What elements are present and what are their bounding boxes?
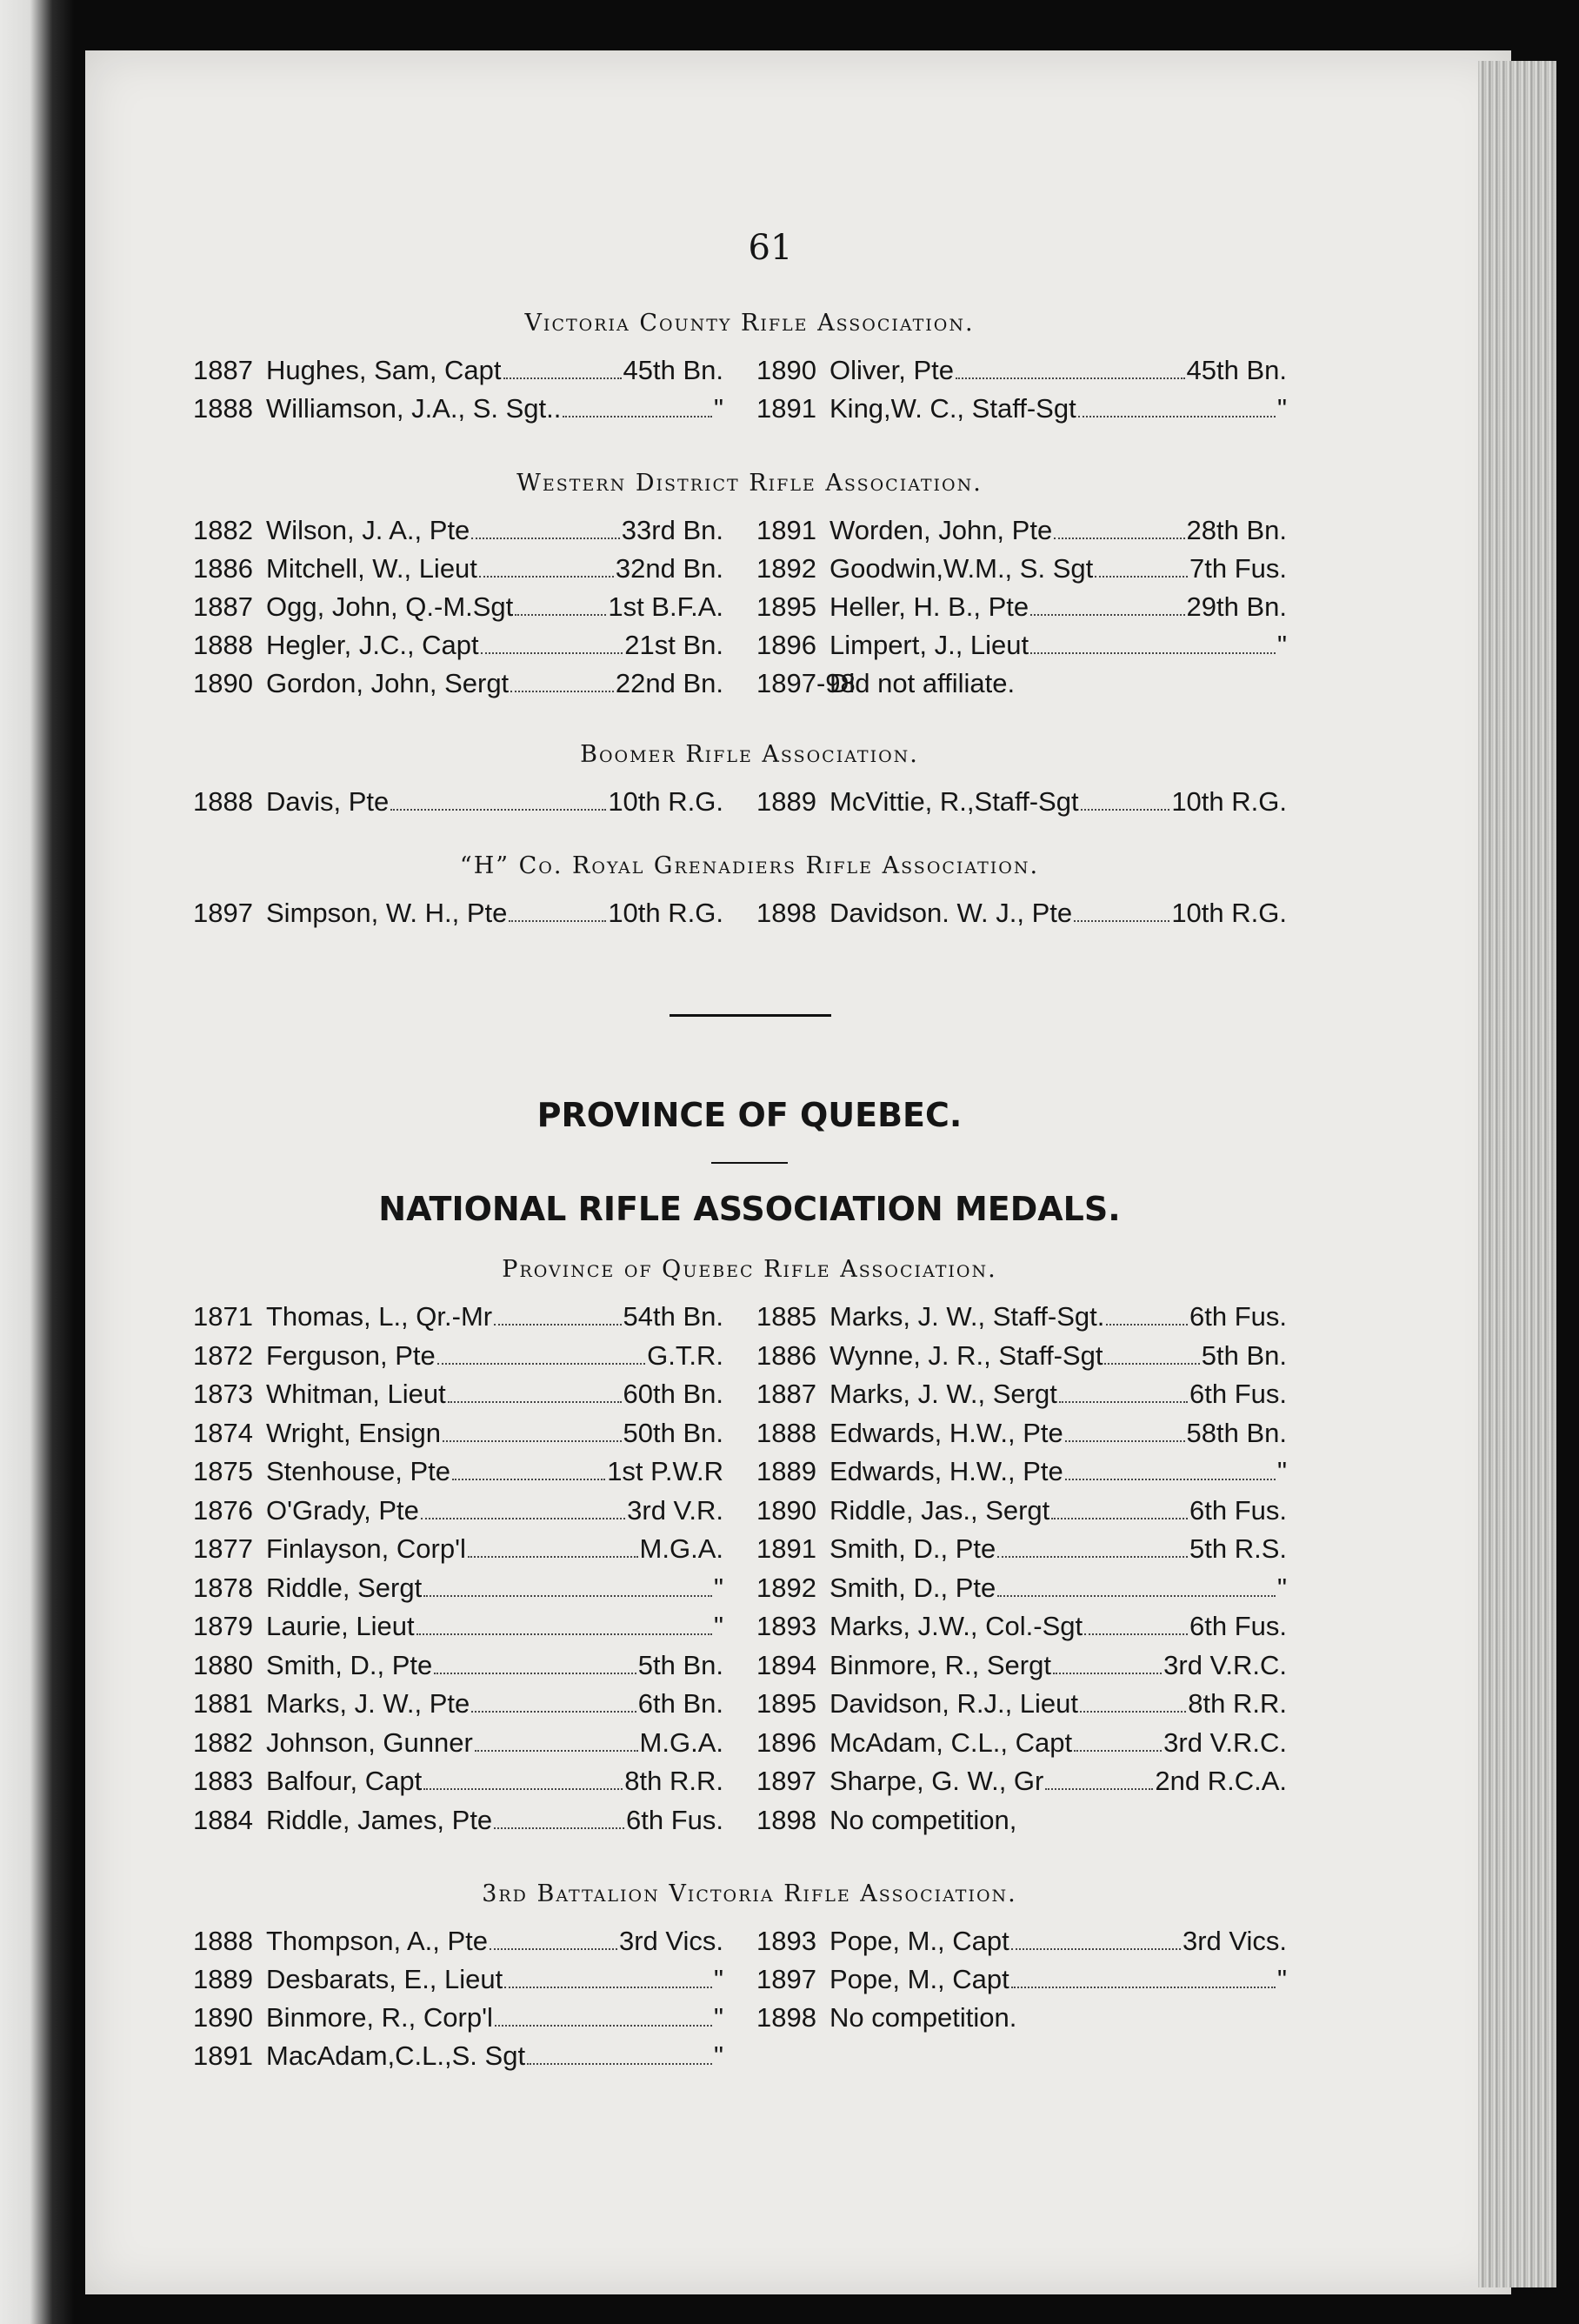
entry-right	[756, 1533, 1287, 1565]
table-row	[193, 1688, 1306, 1726]
entry-left	[193, 1926, 723, 1957]
leader-dots	[1106, 1324, 1188, 1326]
entry-unit: 33rd Bn.	[621, 515, 723, 545]
leader-dots	[479, 576, 614, 578]
entry-name: McAdam, C.L., Capt	[829, 1726, 1073, 1758]
entry-unit: 3rd Vics.	[618, 1926, 723, 1956]
entry-year: 1898	[756, 898, 816, 928]
entry-year: 1882	[193, 1726, 253, 1758]
entry-year: 1888	[193, 1926, 253, 1956]
entry-left	[193, 630, 723, 661]
entry-unit: 2nd R.C.A.	[1155, 1766, 1287, 1796]
leader-dots	[527, 2063, 712, 2065]
entry-right	[756, 668, 1287, 699]
leader-dots	[448, 1401, 622, 1403]
entry-left	[193, 1533, 723, 1565]
table-row	[193, 1301, 1306, 1339]
entry-year: 1879	[193, 1611, 253, 1641]
entry-year: 1889	[756, 1456, 816, 1486]
entry-name: Desbarats, E., Lieut	[266, 1964, 503, 1994]
entry-left	[193, 786, 723, 818]
entry-unit: 6th Bn.	[637, 1688, 723, 1719]
entry-unit: 3rd V.R.C.	[1163, 1726, 1287, 1758]
entry-year: 1897	[193, 898, 253, 928]
entry-left	[193, 393, 723, 424]
leader-dots	[423, 1788, 623, 1790]
entry-unit: 5th Bn.	[1201, 1339, 1287, 1371]
entry-unit: 50th Bn.	[623, 1417, 723, 1448]
table-row	[193, 786, 1306, 825]
entry-unit: 6th Fus.	[626, 1804, 723, 1835]
entry-name: Heller, H. B., Pte	[829, 591, 1029, 622]
section-heading: “H” Co. Royal Grenadiers Rifle Association.	[459, 852, 1040, 879]
leader-dots	[504, 1987, 712, 1988]
leader-dots	[1074, 920, 1169, 922]
section-heading: Victoria County Rifle Association.	[524, 310, 975, 337]
entry-year: 1882	[193, 515, 253, 545]
entry-name: Binmore, R., Sergt	[829, 1649, 1051, 1680]
entry-name: Wilson, J. A., Pte	[266, 515, 470, 545]
entry-unit: "	[713, 1572, 723, 1603]
leader-dots	[471, 538, 619, 539]
entry-year: 1895	[756, 591, 816, 622]
entry-name: Smith, D., Pte	[829, 1533, 996, 1564]
table-row	[193, 630, 1306, 668]
entry-right	[756, 1650, 1287, 1681]
entry-unit: 21st Bn.	[624, 630, 723, 660]
entry-unit: 6th Fus.	[1189, 1379, 1287, 1409]
leader-dots	[1059, 1401, 1188, 1403]
entry-right	[756, 1805, 1287, 1836]
entry-name: MacAdam,C.L.,S. Sgt	[266, 2040, 526, 2071]
leader-dots	[1011, 1987, 1276, 1988]
entry-name: Pope, M., Capt	[829, 1964, 1009, 1994]
entry-unit: 10th R.G.	[1171, 898, 1287, 928]
entry-name: Finlayson, Corp'l	[266, 1533, 466, 1564]
entry-name: Davidson, R.J., Lieut	[829, 1688, 1079, 1719]
leader-dots	[390, 809, 606, 811]
section-heading: Western District Rifle Association.	[516, 470, 983, 497]
entry-name: Thomas, L., Qr.-Mr	[266, 1301, 493, 1332]
entry-name: Riddle, Sergt	[266, 1572, 423, 1603]
leader-dots	[1084, 1633, 1188, 1635]
section-heading: 3rd Battalion Victoria Rifle Association.	[482, 1880, 1017, 1907]
entry-year: 1888	[193, 630, 253, 660]
entry-right	[756, 1379, 1287, 1410]
table-row	[193, 1495, 1306, 1533]
entry-name: Whitman, Lieut	[266, 1379, 446, 1409]
leader-dots	[997, 1556, 1188, 1558]
entry-unit: 28th Bn.	[1186, 515, 1287, 545]
entry-year: 1881	[193, 1688, 253, 1719]
entry-year: 1895	[756, 1688, 816, 1719]
entry-name: Wright, Ensign	[266, 1417, 442, 1448]
entry-year: 1898	[756, 1804, 816, 1835]
entry-name: Stenhouse, Pte	[266, 1456, 450, 1486]
entry-year: 1892	[756, 1572, 816, 1603]
entry-name: Johnson, Gunner	[266, 1726, 473, 1758]
entry-unit: 1st B.F.A.	[608, 591, 723, 622]
entry-year: 1873	[193, 1379, 253, 1409]
entry-left	[193, 1418, 723, 1449]
table-row	[193, 2040, 1306, 2079]
leader-dots	[475, 1750, 638, 1752]
entry-year: 1876	[193, 1494, 253, 1526]
entry-name: Worden, John, Pte	[829, 515, 1053, 545]
leader-dots	[1011, 1948, 1181, 1950]
entry-name: Marks, J. W., Staff-Sgt.	[829, 1301, 1105, 1332]
entry-unit: 7th Fus.	[1189, 553, 1287, 584]
entry-name: Hegler, J.C., Capt	[266, 630, 479, 660]
leader-dots	[468, 1556, 638, 1558]
entry-name: O'Grady, Pte	[266, 1494, 419, 1526]
entry-unit: 6th Fus.	[1189, 1301, 1287, 1332]
entry-year: 1889	[756, 786, 816, 817]
entry-year: 1893	[756, 1611, 816, 1641]
entry-unit: "	[1276, 1964, 1287, 1994]
entry-left	[193, 2002, 723, 2033]
entry-year: 1888	[756, 1417, 816, 1448]
entry-unit: 3rd Vics.	[1182, 1926, 1287, 1956]
entry-right	[756, 515, 1287, 546]
table-row	[193, 898, 1306, 936]
entry-unit: M.G.A.	[639, 1726, 723, 1758]
table-row	[193, 393, 1306, 431]
entry-left	[193, 1766, 723, 1797]
entry-name: Edwards, H.W., Pte	[829, 1456, 1063, 1486]
page-number: 61	[748, 228, 793, 268]
entry-name: Hughes, Sam, Capt	[266, 355, 502, 385]
entry-year: 1888	[193, 393, 253, 424]
leader-dots	[956, 377, 1185, 379]
entry-unit: M.G.A.	[639, 1533, 723, 1564]
entry-year: 1891	[756, 393, 816, 424]
entry-unit: 10th R.G.	[608, 786, 723, 817]
entry-left	[193, 668, 723, 699]
entry-unit: 32nd Bn.	[615, 553, 723, 584]
entry-unit: "	[713, 1611, 723, 1641]
entry-year: 1877	[193, 1533, 253, 1564]
entry-name: Thompson, A., Pte	[266, 1926, 489, 1956]
leader-dots	[510, 691, 614, 692]
entry-right	[756, 1495, 1287, 1526]
leader-dots	[443, 1440, 622, 1442]
entry-unit: 8th R.R.	[1188, 1688, 1287, 1719]
table-row	[193, 1533, 1306, 1572]
entry-right	[756, 1766, 1287, 1797]
entry-name: Marks, J. W., Pte	[266, 1688, 470, 1719]
table-row	[193, 1650, 1306, 1688]
entry-name: Edwards, H.W., Pte	[829, 1417, 1063, 1448]
entry-year: 1878	[193, 1572, 253, 1603]
entry-unit: "	[1276, 393, 1287, 424]
entry-name: Ferguson, Pte	[266, 1339, 436, 1371]
entry-name: King,W. C., Staff-Sgt	[829, 393, 1076, 424]
entry-left	[193, 1688, 723, 1720]
entry-right	[756, 1340, 1287, 1372]
entry-year: 1890	[756, 355, 816, 385]
entry-unit: "	[713, 2040, 723, 2071]
table-row	[193, 1611, 1306, 1649]
entry-year: 1890	[756, 1494, 816, 1526]
entry-year: 1888	[193, 786, 253, 817]
entry-unit: "	[1276, 1572, 1287, 1603]
leader-dots	[495, 2025, 712, 2027]
leader-dots	[481, 652, 623, 654]
entry-right	[756, 553, 1287, 584]
leader-dots	[1065, 1479, 1276, 1480]
entry-right	[756, 1727, 1287, 1759]
entry-year: 1890	[193, 668, 253, 698]
province-title: PROVINCE OF QUEBEC.	[536, 1096, 963, 1134]
entry-year: 1892	[756, 553, 816, 584]
entry-right	[756, 1688, 1287, 1720]
medals-title: NATIONAL RIFLE ASSOCIATION MEDALS.	[378, 1190, 1121, 1228]
entry-year: 1894	[756, 1649, 816, 1680]
leader-dots	[1053, 1673, 1162, 1674]
leader-dots	[416, 1633, 712, 1635]
leader-dots	[1080, 1711, 1186, 1713]
leader-dots	[503, 377, 622, 379]
entry-unit: 45th Bn.	[1186, 355, 1287, 385]
entry-name: No competition.	[829, 2002, 1017, 2033]
entry-name: Limpert, J., Lieut	[829, 630, 1029, 660]
entry-name: Oliver, Pte	[829, 355, 954, 385]
leader-dots	[1095, 576, 1188, 578]
table-row	[193, 1340, 1306, 1379]
leader-dots	[1030, 614, 1184, 616]
table-row	[193, 591, 1306, 630]
leader-dots	[471, 1711, 636, 1713]
entry-year: 1884	[193, 1804, 253, 1835]
table-row	[193, 355, 1306, 393]
leader-dots	[1030, 652, 1276, 654]
entry-year: 1885	[756, 1301, 816, 1332]
table-row	[193, 668, 1306, 706]
entry-name: Goodwin,W.M., S. Sgt	[829, 553, 1094, 584]
entry-year: 1887	[193, 355, 253, 385]
entry-name: Wynne, J. R., Staff-Sgt	[829, 1339, 1103, 1371]
leader-dots	[421, 1518, 625, 1519]
entry-unit: 45th Bn.	[623, 355, 723, 385]
entry-left	[193, 591, 723, 623]
table-row	[193, 1727, 1306, 1766]
leader-dots	[452, 1479, 605, 1480]
section-heading: Boomer Rifle Association.	[580, 741, 919, 768]
entry-year: 1891	[756, 515, 816, 545]
entry-year: 1872	[193, 1339, 253, 1371]
leader-dots	[1054, 538, 1184, 539]
entry-unit: 54th Bn.	[623, 1301, 723, 1332]
leader-dots	[1051, 1518, 1188, 1519]
entry-unit: 1st P.W.R	[607, 1456, 723, 1486]
leader-dots	[423, 1595, 712, 1597]
leader-dots	[434, 1673, 636, 1674]
entry-unit: 5th R.S.	[1189, 1533, 1287, 1564]
entry-left	[193, 1379, 723, 1410]
entry-unit: 58th Bn.	[1186, 1417, 1287, 1448]
entry-year: 1883	[193, 1766, 253, 1796]
entry-year: 1898	[756, 2002, 816, 2033]
entry-unit: 6th Fus.	[1189, 1494, 1287, 1526]
leader-dots	[490, 1948, 617, 1950]
entry-year: 1897	[756, 1964, 816, 1994]
title-divider	[711, 1162, 788, 1164]
entry-unit: 5th Bn.	[637, 1649, 723, 1680]
entry-name: Marks, J.W., Col.-Sgt	[829, 1611, 1083, 1641]
entry-right	[756, 355, 1287, 386]
entry-year: 1880	[193, 1649, 253, 1680]
adjacent-page-edge	[0, 0, 75, 2324]
entry-right	[756, 630, 1287, 661]
entry-right	[756, 1611, 1287, 1642]
entry-unit: "	[713, 1964, 723, 1994]
table-row	[193, 1418, 1306, 1456]
entry-left	[193, 1340, 723, 1372]
entry-left	[193, 1573, 723, 1604]
entry-unit: "	[713, 393, 723, 424]
entry-left	[193, 1611, 723, 1642]
entry-left	[193, 1456, 723, 1487]
entry-left	[193, 1964, 723, 1995]
entry-left	[193, 1301, 723, 1332]
leader-dots	[1045, 1788, 1153, 1790]
table-row	[193, 2002, 1306, 2040]
entry-name: Gordon, John, Sergt	[266, 668, 510, 698]
entry-year: 1893	[756, 1926, 816, 1956]
entry-year: 1874	[193, 1417, 253, 1448]
entry-right	[756, 591, 1287, 623]
entry-name: Riddle, James, Pte	[266, 1804, 493, 1835]
entry-unit: "	[1276, 1456, 1287, 1486]
entry-year: 1890	[193, 2002, 253, 2033]
entry-unit: 6th Fus.	[1189, 1611, 1287, 1641]
entry-year: 1897-98	[756, 668, 856, 698]
entry-name: Binmore, R., Corp'l	[266, 2002, 493, 2033]
entry-year: 1875	[193, 1456, 253, 1486]
entry-name: McVittie, R.,Staff-Sgt	[829, 786, 1079, 817]
entry-unit: 3rd V.R.C.	[1163, 1649, 1287, 1680]
entry-name: No competition,	[829, 1804, 1017, 1835]
table-row	[193, 1456, 1306, 1494]
entry-year: 1886	[193, 553, 253, 584]
entry-year: 1889	[193, 1964, 253, 1994]
entry-name: Marks, J. W., Sergt	[829, 1379, 1057, 1409]
entry-unit: 8th R.R.	[624, 1766, 723, 1796]
table-row	[193, 553, 1306, 591]
entry-name: Pope, M., Capt	[829, 1926, 1009, 1956]
leader-dots	[494, 1827, 624, 1829]
entry-name: Did not affiliate.	[829, 668, 1016, 698]
entry-name: Davis, Pte	[266, 786, 390, 817]
entry-left	[193, 355, 723, 386]
entry-right	[756, 1301, 1287, 1332]
entry-name: Laurie, Lieut	[266, 1611, 415, 1641]
entry-left	[193, 515, 723, 546]
leader-dots	[1078, 416, 1276, 417]
leader-dots	[1065, 1440, 1185, 1442]
entry-unit: 3rd V.R.	[627, 1494, 723, 1526]
entry-right	[756, 1418, 1287, 1449]
section-divider	[670, 1014, 831, 1017]
leader-dots	[515, 614, 606, 616]
entry-year: 1897	[756, 1766, 816, 1796]
entry-name: Smith, D., Pte	[829, 1572, 996, 1603]
entry-right	[756, 393, 1287, 424]
entry-right	[756, 1573, 1287, 1604]
entry-unit: G.T.R.	[647, 1339, 723, 1371]
entry-year: 1887	[756, 1379, 816, 1409]
entry-year: 1887	[193, 591, 253, 622]
entry-unit: 60th Bn.	[623, 1379, 723, 1409]
leader-dots	[509, 920, 606, 922]
entry-name: Smith, D., Pte	[266, 1649, 433, 1680]
leader-dots	[437, 1363, 645, 1365]
entry-unit: 10th R.G.	[608, 898, 723, 928]
entry-name: Davidson. W. J., Pte	[829, 898, 1073, 928]
entry-name: Riddle, Jas., Sergt	[829, 1494, 1050, 1526]
entry-right	[756, 1926, 1287, 1957]
entry-year: 1891	[756, 1533, 816, 1564]
page-stack-edge	[1478, 61, 1556, 2287]
entry-year: 1896	[756, 630, 816, 660]
entry-unit: 29th Bn.	[1186, 591, 1287, 622]
table-row	[193, 1573, 1306, 1611]
entry-left	[193, 898, 723, 929]
entry-unit: "	[1276, 630, 1287, 660]
leader-dots	[1081, 809, 1170, 811]
entry-unit: 10th R.G.	[1171, 786, 1287, 817]
entry-name: Ogg, John, Q.-M.Sgt	[266, 591, 514, 622]
entry-unit: "	[713, 2002, 723, 2033]
table-row	[193, 515, 1306, 553]
entry-left	[193, 2040, 723, 2072]
entry-year: 1871	[193, 1301, 253, 1332]
entry-name: Sharpe, G. W., Gr	[829, 1766, 1044, 1796]
entry-left	[193, 1805, 723, 1836]
entry-year: 1886	[756, 1339, 816, 1371]
leader-dots	[1074, 1750, 1162, 1752]
entry-name: Simpson, W. H., Pte	[266, 898, 508, 928]
table-row	[193, 1766, 1306, 1804]
entry-right	[756, 1456, 1287, 1487]
entry-right	[756, 1964, 1287, 1995]
table-row	[193, 1926, 1306, 1964]
entry-name: Williamson, J.A., S. Sgt..	[266, 393, 562, 424]
table-row	[193, 1964, 1306, 2002]
entry-right	[756, 2002, 1287, 2033]
entry-right	[756, 898, 1287, 929]
leader-dots	[494, 1324, 621, 1326]
entry-name: Balfour, Capt	[266, 1766, 423, 1796]
leader-dots	[1104, 1363, 1199, 1365]
entry-year: 1891	[193, 2040, 253, 2071]
entry-left	[193, 553, 723, 584]
table-row	[193, 1379, 1306, 1417]
leader-dots	[563, 416, 712, 417]
entry-right	[756, 786, 1287, 818]
entry-name: Mitchell, W., Lieut	[266, 553, 477, 584]
entry-unit: 22nd Bn.	[615, 668, 723, 698]
entry-left	[193, 1650, 723, 1681]
table-row	[193, 1805, 1306, 1843]
section-heading: Province of Quebec Rifle Association.	[502, 1256, 997, 1283]
entry-year: 1896	[756, 1726, 816, 1758]
entry-left	[193, 1727, 723, 1759]
entry-left	[193, 1495, 723, 1526]
leader-dots	[997, 1595, 1276, 1597]
